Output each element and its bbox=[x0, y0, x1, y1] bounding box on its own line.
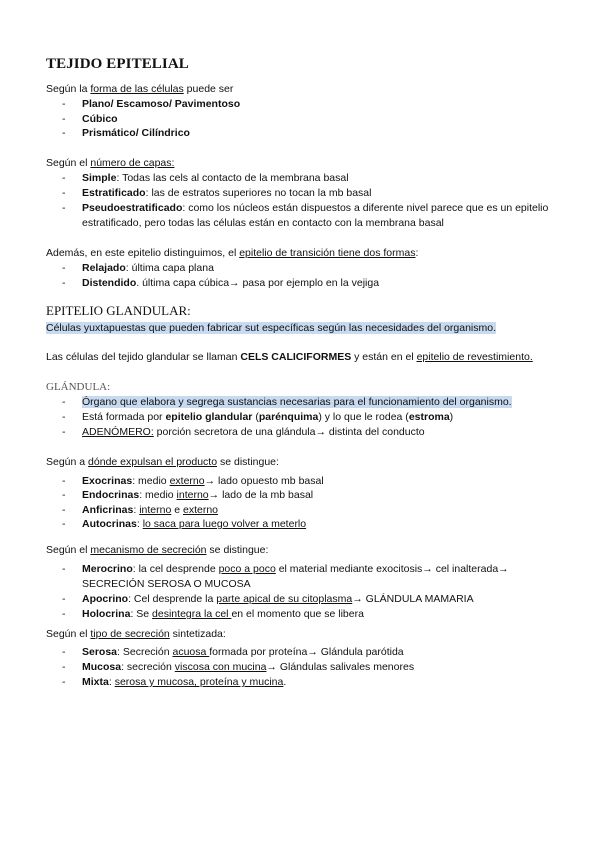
term: Relajado bbox=[82, 262, 126, 274]
term: Anficrinas bbox=[82, 504, 134, 516]
term: Pseudoestratificado bbox=[82, 202, 183, 214]
underlined-text: desintegra la cel bbox=[152, 608, 232, 620]
cels-mid: y están en el bbox=[351, 351, 417, 363]
capas-pre: Según el bbox=[46, 157, 91, 169]
glandular-definition bbox=[46, 321, 496, 336]
section-heading: EPITELIO GLANDULAR: bbox=[46, 303, 191, 318]
cels-bold: CELS CALICIFORMES bbox=[240, 351, 352, 363]
underlined-text: viscosa con mucina bbox=[174, 661, 267, 673]
underlined-text: serosa y mucosa, proteína y mucina bbox=[114, 676, 284, 688]
text: ) y lo que le rodea ( bbox=[318, 411, 409, 423]
document-page: TEJIDO EPITELIAL Según la forma de las células puede ser - Plano/ Escamoso/ Pavimentoso - Cúbico - Prismático/ Cilíndrico Según el número de capas: - Simple: Todas las cels al contacto de la membrana basal - Estratificado: las de estratos superiores no tocan la mb basal - Pseudoestratificado: como los núcleos están dispuestos a diferente nivel parece que es un epitelio estratificado, pero todas las células están en contacto con la membrana basal Además, en este epitelio distinguimos, el epitelio de transición tiene dos formas: - Relajado: última capa plana - Distendido. última capa cúbica→ pasa por ejemplo en la vejiga EPITELIO GLANDULAR: Células yuxtapuestas que pueden fabricar sut específicas según las necesidades del organismo. Las células del tejido glandular se llaman CELS CALICIFORMES y están en el epitelio de revestimiento. GLÁNDULA: - Órgano que elabora y segrega sustancias necesarias para el funcionamiento del organismo. - Está formada por epitelio glandular (parénquima) y lo que le rodea (estroma) - ADENÓMERO: porción secretora de una glándula→ distinta del conducto Según a dónde expulsan el producto se distingue: - Exocrinas: medio externo→ lado opuesto mb basal - Endocrinas: medio interno→ lado de la mb basal - Anficrinas: interno e externo - Autocrinas: lo saca para luego volver a meterlo Según el mecanismo de secreción se distingue: - Merocrino: la cel desprende poco a poco el material mediante exocitosis→ cel inalterada→ SECRECIÓN SEROSA O MUCOSA - Apocrino: Cel desprende la parte apical de su citoplasma→ GLÁNDULA MAMARIA - Holocrina: Se desintegra la cel en el momento que se libera Según el tipo de secreción sintetizada: - Serosa: Secreción acuosa formada por proteína→ Glándula parótida - Mucosa: secreción viscosa con mucina→ Glándulas salivales menores - Mixta: serosa y mucosa, proteína y mucina. bbox=[46, 56, 549, 688]
definition: porción secretora de una glándula→ distinta del conducto bbox=[153, 426, 425, 438]
text: : medio bbox=[139, 489, 177, 501]
term: Exocrinas bbox=[82, 475, 133, 487]
text: : bbox=[133, 504, 140, 516]
mecanismo-post: se distingue: bbox=[206, 544, 269, 556]
term: Serosa bbox=[82, 646, 118, 658]
subsection-heading: GLÁNDULA: bbox=[46, 381, 111, 393]
definition: : última capa plana bbox=[125, 262, 214, 274]
underlined-text: externo bbox=[169, 475, 205, 487]
text: : medio bbox=[132, 475, 170, 487]
underlined-text: lo saca para luego volver a meterlo bbox=[142, 518, 307, 530]
forma-item: Plano/ Escamoso/ Pavimentoso bbox=[82, 98, 241, 110]
text: . bbox=[283, 676, 287, 688]
underlined-text: acuosa bbox=[172, 646, 210, 658]
capas-link: número de capas: bbox=[90, 157, 175, 169]
text: : bbox=[136, 518, 143, 530]
transicion-pre: Además, en este epitelio distinguimos, el bbox=[46, 247, 240, 259]
text: : Se bbox=[130, 608, 153, 620]
term: epitelio glandular bbox=[165, 411, 253, 423]
term: Endocrinas bbox=[82, 489, 140, 501]
term: Estratificado bbox=[82, 187, 146, 199]
term: parénquima bbox=[258, 411, 319, 423]
text: → Glándulas salivales menores bbox=[266, 661, 415, 673]
text: : bbox=[108, 676, 115, 688]
text: : Secreción bbox=[117, 646, 173, 658]
term: Simple bbox=[82, 172, 117, 184]
forma-pre: Según la bbox=[46, 83, 91, 95]
expulsan-link: dónde expulsan el producto bbox=[88, 456, 218, 468]
tipo-pre: Según el bbox=[46, 628, 91, 640]
cels-link: epitelio de revestimiento. bbox=[416, 351, 533, 363]
caliciformes-line bbox=[46, 350, 533, 365]
definition: : Todas las cels al contacto de la membrana basal bbox=[116, 172, 349, 184]
underlined-text: interno bbox=[139, 504, 172, 516]
forma-link: forma de las células bbox=[90, 83, 184, 95]
transicion-intro bbox=[46, 246, 418, 261]
highlighted-text: Células yuxtapuestas que pueden fabricar sut específicas según las necesidades del organismo. bbox=[46, 322, 497, 334]
tipo-link: tipo de secreción bbox=[90, 628, 170, 640]
tipo-post: sintetizada: bbox=[169, 628, 226, 640]
transicion-post: : bbox=[415, 247, 419, 259]
forma-item: Cúbico bbox=[82, 113, 118, 125]
text: : Cel desprende la bbox=[128, 593, 217, 605]
term: Autocrinas bbox=[82, 518, 137, 530]
adenomero-link: ADENÓMERO: bbox=[82, 426, 154, 438]
text: ) bbox=[449, 411, 454, 423]
forma-item: Prismático/ Cilíndrico bbox=[82, 127, 190, 139]
forma-post: puede ser bbox=[183, 83, 234, 95]
text: ( bbox=[252, 411, 259, 423]
capas-intro bbox=[46, 156, 174, 171]
text: : la cel desprende bbox=[132, 563, 219, 575]
term: estroma bbox=[408, 411, 450, 423]
term: Distendido bbox=[82, 277, 137, 289]
definition: : como los núcleos están dispuestos a diferente nivel parece que es un epitelio estratificado, pero todas las células están en contacto con la membrana basal bbox=[82, 202, 549, 229]
definition: . última capa cúbica→ pasa por ejemplo en la vejiga bbox=[136, 277, 380, 289]
underlined-text: poco a poco bbox=[218, 563, 276, 575]
mecanismo-pre: Según el bbox=[46, 544, 91, 556]
tipo-intro bbox=[46, 627, 226, 642]
highlighted-text: Órgano que elabora y segrega sustancias necesarias para el funcionamiento del organismo. bbox=[82, 396, 512, 408]
text: → GLÁNDULA MAMARIA bbox=[352, 593, 474, 605]
text: e bbox=[171, 504, 183, 516]
term: Mixta bbox=[82, 676, 109, 688]
expulsan-post: se distingue: bbox=[217, 456, 279, 468]
mecanismo-link: mecanismo de secreción bbox=[90, 544, 207, 556]
text: → lado de la mb basal bbox=[208, 489, 314, 501]
page-title: TEJIDO EPITELIAL bbox=[46, 56, 189, 72]
definition: : las de estratos superiores no tocan la mb basal bbox=[145, 187, 372, 199]
forma-intro bbox=[46, 82, 233, 97]
text: formada por proteína→ Glándula parótida bbox=[209, 646, 404, 658]
text: en el momento que se libera bbox=[231, 608, 364, 620]
expulsan-intro bbox=[46, 455, 279, 470]
text: → lado opuesto mb basal bbox=[204, 475, 324, 487]
cels-pre: Las células del tejido glandular se llaman bbox=[46, 351, 241, 363]
text: SECRECIÓN SEROSA O MUCOSA bbox=[82, 578, 251, 590]
text: Está formada por bbox=[82, 411, 166, 423]
term: Merocrino bbox=[82, 563, 133, 575]
underlined-text: parte apical de su citoplasma bbox=[216, 593, 353, 605]
text: : secreción bbox=[121, 661, 175, 673]
text: el material mediante exocitosis→ cel inalterada→ bbox=[275, 563, 509, 575]
underlined-text: interno bbox=[176, 489, 209, 501]
mecanismo-intro bbox=[46, 543, 268, 558]
expulsan-pre: Según a bbox=[46, 456, 89, 468]
term: Holocrina bbox=[82, 608, 131, 620]
transicion-link: epitelio de transición tiene dos formas bbox=[239, 247, 416, 259]
underlined-text: externo bbox=[183, 504, 219, 516]
term: Mucosa bbox=[82, 661, 122, 673]
term: Apocrino bbox=[82, 593, 129, 605]
